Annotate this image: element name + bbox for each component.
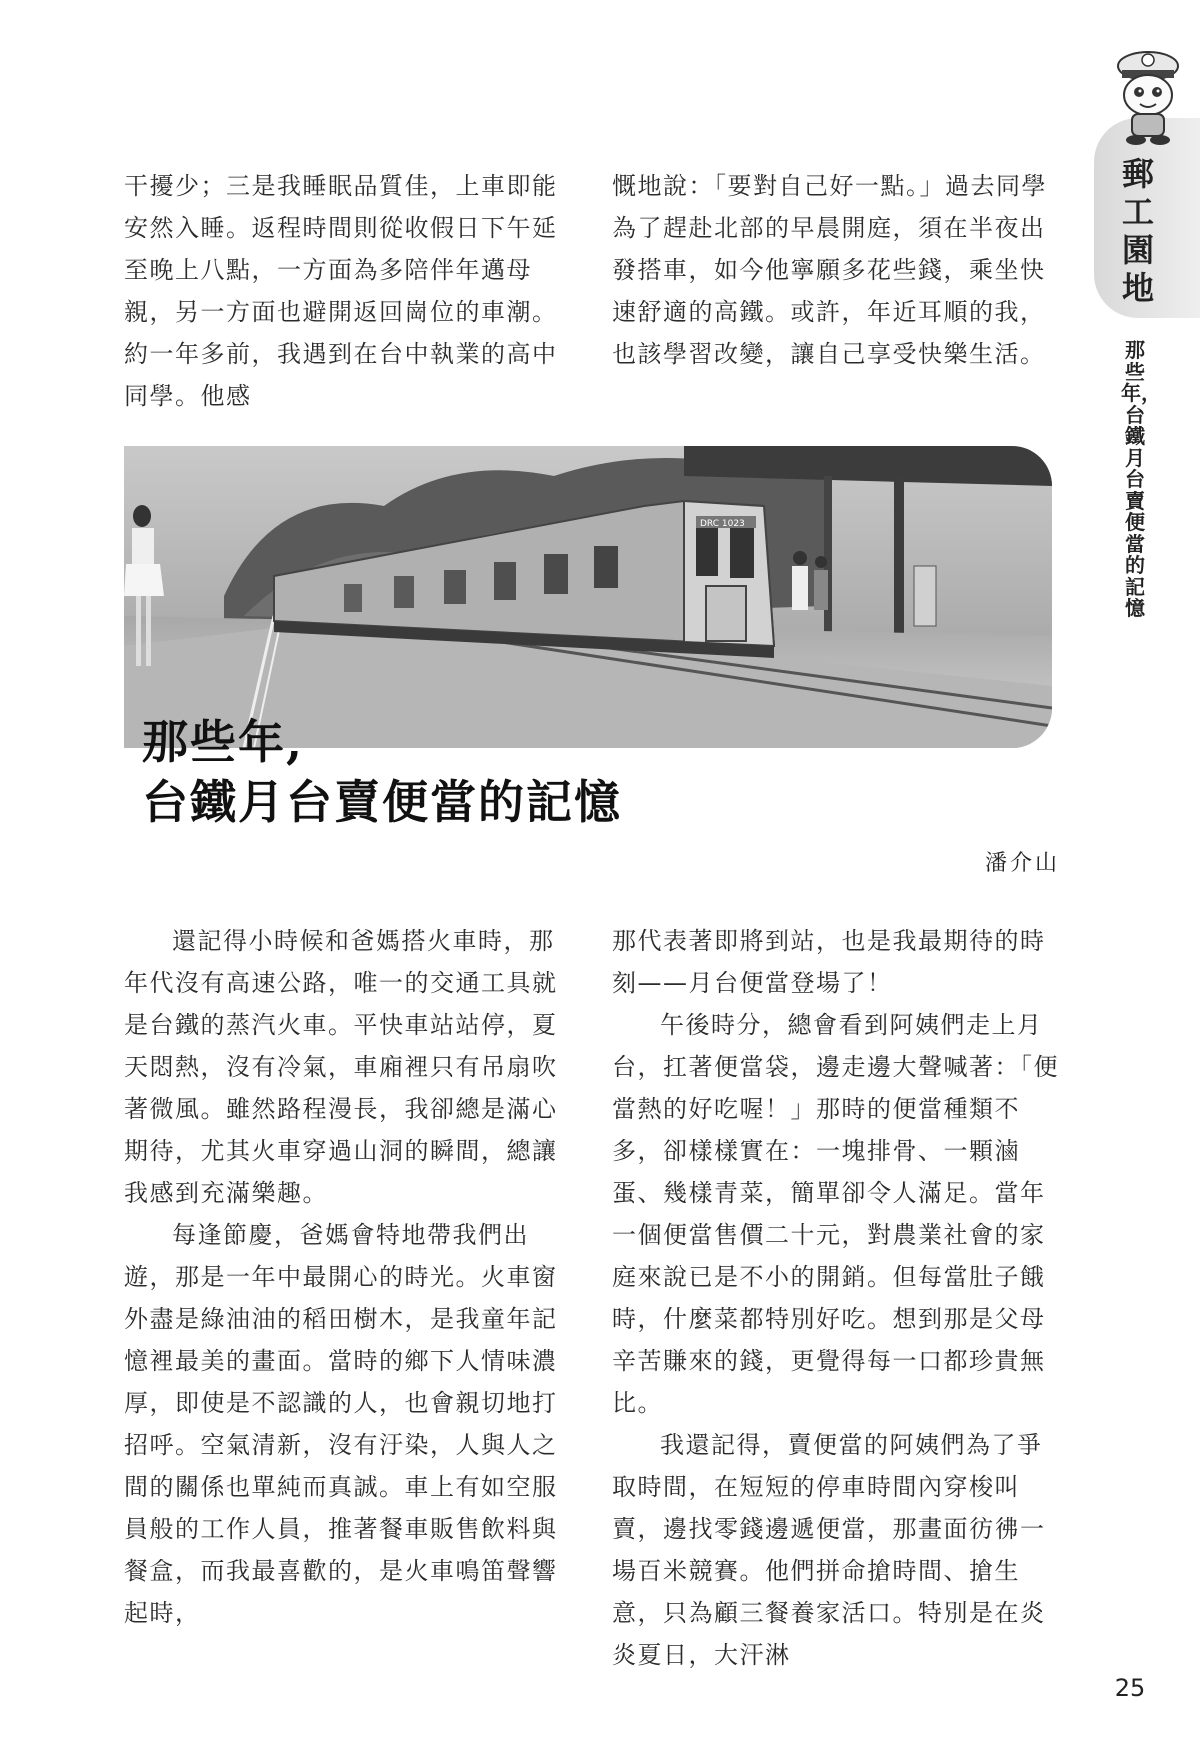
page-number: 25 bbox=[1114, 1674, 1146, 1702]
author: 潘介山 bbox=[984, 851, 1060, 876]
section-name: 郵工園地 bbox=[1121, 155, 1154, 307]
top-left-column bbox=[124, 165, 574, 417]
top-right-column bbox=[612, 165, 1062, 375]
mascot-icon bbox=[1100, 40, 1196, 150]
paragraph: 還記得小時候和爸媽搭火車時，那年代沒有高速公路，唯一的交通工具就是台鐵的蒸汽火車。平快車站站停，夏天悶熱，沒有冷氣，車廂裡只有吊扇吹著微風。雖然路程漫長，我卻總是滿心期待，尤其火車穿過山洞的瞬間，總讓我感到充滿樂趣。 bbox=[124, 927, 558, 1207]
paragraph: 我還記得，賣便當的阿姨們為了爭取時間，在短短的停車時間內穿梭叫賣，邊找零錢邊遞便當，那畫面彷彿一場百米競賽。他們拼命搶時間、搶生意，只為顧三餐養家活口。特別是在炎炎夏日，大汗淋 bbox=[612, 1431, 1046, 1669]
title-line-2: 台鐵月台賣便當的記憶 bbox=[142, 775, 622, 829]
paragraph: 那代表著即將到站，也是我最期待的時刻——月台便當登場了！ bbox=[612, 927, 1046, 997]
body-left-column bbox=[124, 920, 574, 1634]
train-photo bbox=[124, 446, 1052, 748]
train-sign: DRC 1023 bbox=[700, 519, 745, 529]
paragraph: 干擾少；三是我睡眠品質佳，上車即能安然入睡。返程時間則從收假日下午延至晚上八點，一方面為多陪伴年邁母親，另一方面也避開返回崗位的車潮。約一年多前，我遇到在台中執業的高中同學。他感 bbox=[124, 172, 558, 410]
title-line-1: 那些年, bbox=[142, 715, 305, 769]
paragraph: 午後時分，總會看到阿姨們走上月台，扛著便當袋，邊走邊大聲喊著：「便當熱的好吃喔！」那時的便當種類不多，卻樣樣實在：一塊排骨、一顆滷蛋、幾樣青菜，簡單卻令人滿足。當年一個便當售價二十元，對農業社會的家庭來說已是不小的開銷。但每當肚子餓時，什麼菜都特別好吃。想到那是父母辛苦賺來的錢，更覺得每一口都珍貴無比。 bbox=[612, 1011, 1059, 1417]
paragraph: 慨地說：「要對自己好一點。」過去同學為了趕赴北部的早晨開庭，須在半夜出發搭車，如今他寧願多花些錢，乘坐快速舒適的高鐵。或許，年近耳順的我，也該學習改變，讓自己享受快樂生活。 bbox=[612, 172, 1047, 368]
side-article-title: 那些年，台鐵月台賣便當的記憶 bbox=[1121, 338, 1161, 620]
body-right-column bbox=[612, 920, 1062, 1676]
paragraph: 每逢節慶，爸媽會特地帶我們出遊，那是一年中最開心的時光。火車窗外盡是綠油油的稻田樹木，是我童年記憶裡最美的畫面。當時的鄉下人情味濃厚，即使是不認識的人，也會親切地打招呼。空氣清新，沒有汙染，人與人之間的關係也單純而真誠。車上有如空服員般的工作人員，推著餐車販售飲料與餐盒，而我最喜歡的，是火車鳴笛聲響起時， bbox=[124, 1221, 558, 1627]
article-title bbox=[142, 712, 1042, 832]
